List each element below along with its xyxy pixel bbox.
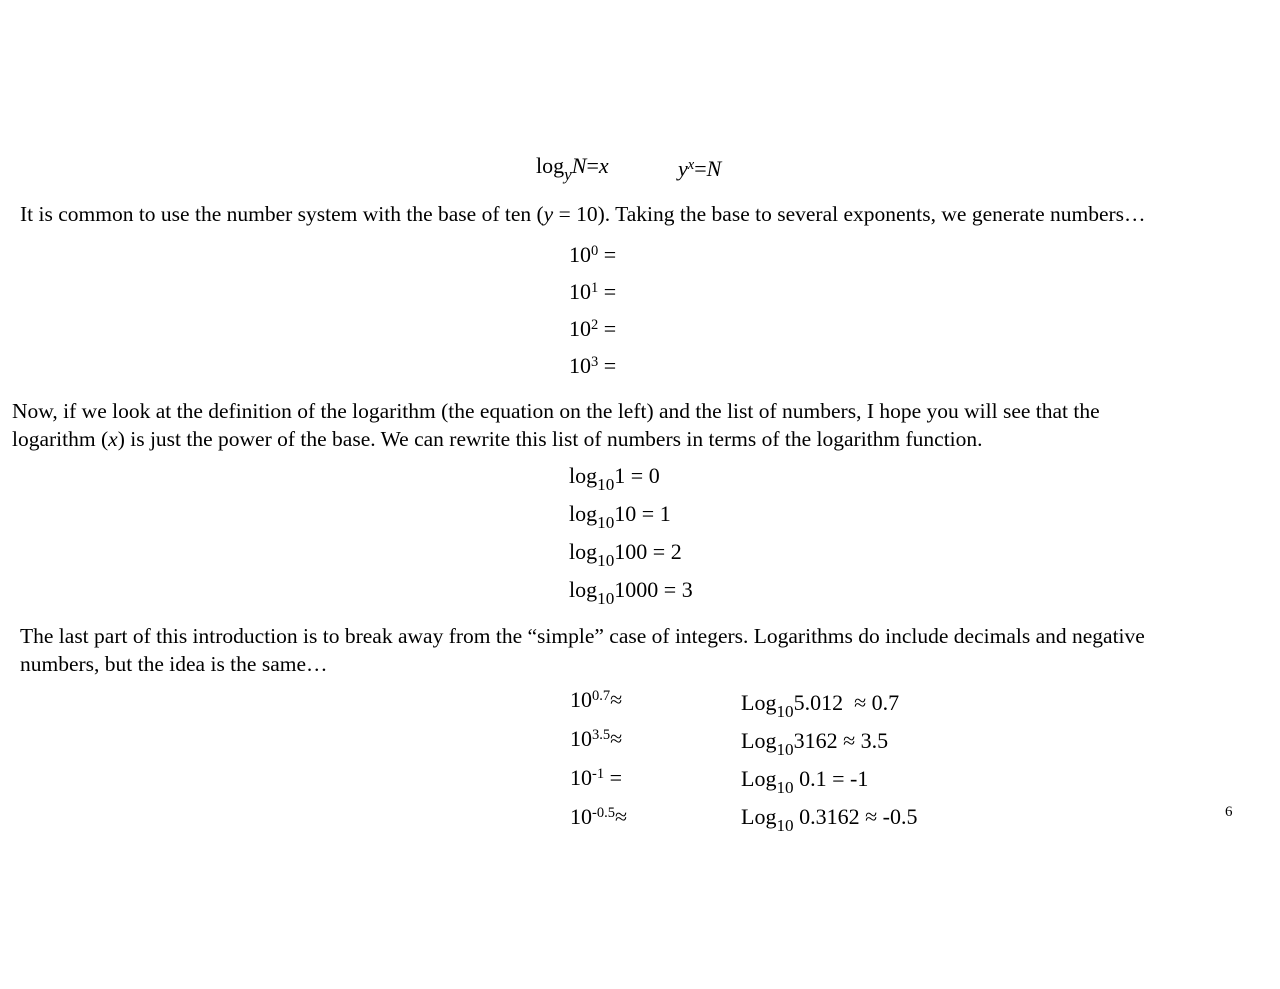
eq2-y: y (678, 156, 688, 181)
log-base: 10 (597, 474, 615, 494)
power-base: 10 (569, 316, 591, 341)
decimal-power-exponent: -1 (592, 765, 605, 782)
para2-line1: Now, if we look at the definition of the logarithm (the equation on the left) and the list of numbers, I hope you will see that the (12, 399, 1100, 423)
log-expression: 1 = 0 (614, 463, 660, 488)
power-exponent: 1 (591, 279, 599, 296)
log-function: log (569, 463, 598, 488)
decimal-power-exponent: 3.5 (592, 726, 611, 743)
power-row (569, 279, 616, 305)
decimal-log-expression: 0.3162 ≈ -0.5 (793, 804, 918, 829)
decimal-power-row (570, 726, 622, 752)
decimal-log-base: 10 (776, 739, 794, 759)
decimal-power-base: 10 (570, 687, 592, 712)
eq2-equals: = (694, 156, 707, 181)
decimal-log-expression: 5.012 ≈ 0.7 (793, 690, 900, 715)
decimal-log-expression: 0.1 = -1 (793, 766, 869, 791)
decimal-log-function: Log (741, 766, 777, 791)
equation-exponential-definition (678, 156, 721, 182)
log-function: log (569, 501, 598, 526)
decimal-log-row (741, 766, 869, 797)
log-row (569, 501, 671, 532)
log-base: 10 (597, 588, 615, 608)
decimal-power-exponent: -0.5 (592, 804, 615, 821)
paragraph-decimals-line1 (20, 622, 1145, 650)
paragraph-base-ten (20, 200, 1146, 228)
eq2-exponent: x (687, 156, 695, 173)
para2-line2-var: x (108, 427, 118, 451)
para2-line2-before: logarithm ( (12, 427, 109, 451)
paragraph-log-explanation-line1 (12, 397, 1100, 425)
eq1-equals: = (586, 153, 599, 178)
decimal-power-row (570, 687, 622, 713)
decimal-log-function: Log (741, 690, 777, 715)
paragraph-log-explanation-line2 (12, 425, 983, 453)
decimal-log-base: 10 (776, 701, 794, 721)
decimal-power-base: 10 (570, 804, 592, 829)
para2-line2-after: ) is just the power of the base. We can rewrite this list of numbers in terms of the logarithm function. (117, 427, 983, 451)
decimal-power-base: 10 (570, 765, 592, 790)
decimal-log-function: Log (741, 804, 777, 829)
decimal-power-base: 10 (570, 726, 592, 751)
eq1-x: x (598, 153, 609, 178)
page-number: 6 (1225, 804, 1233, 820)
log-row (569, 539, 682, 570)
power-row (569, 242, 616, 268)
paragraph-decimals-line2 (20, 650, 328, 678)
decimal-power-row (570, 765, 622, 791)
decimal-power-exponent: 0.7 (592, 687, 611, 704)
para1-before: It is common to use the number system with the base of ten ( (20, 202, 544, 226)
para1-var: y (543, 202, 554, 226)
log-row (569, 463, 660, 494)
eq1-base: y (564, 164, 572, 184)
power-row (569, 353, 616, 379)
log-row (569, 577, 693, 608)
power-operator: = (598, 279, 617, 304)
power-operator: = (598, 316, 617, 341)
power-operator: = (598, 353, 617, 378)
decimal-log-function: Log (741, 728, 777, 753)
eq1-N: N (571, 153, 587, 178)
log-expression: 10 = 1 (614, 501, 671, 526)
log-base: 10 (597, 512, 615, 532)
para3-line1: The last part of this introduction is to break away from the “simple” case of integers. Logarithms do include decimals and negative (20, 624, 1145, 648)
decimal-log-expression: 3162 ≈ 3.5 (793, 728, 889, 753)
decimal-power-operator: ≈ (610, 726, 623, 751)
decimal-log-row (741, 804, 918, 835)
eq1-log: log (536, 153, 565, 178)
log-function: log (569, 539, 598, 564)
decimal-power-operator: = (604, 765, 623, 790)
para1-after: = 10). Taking the base to several exponents, we generate numbers… (553, 202, 1146, 226)
decimal-log-base: 10 (776, 815, 794, 835)
power-row (569, 316, 616, 342)
decimal-power-row (570, 804, 627, 830)
decimal-power-operator: ≈ (610, 687, 623, 712)
log-function: log (569, 577, 598, 602)
power-exponent: 2 (591, 316, 599, 333)
power-base: 10 (569, 353, 591, 378)
decimal-power-operator: ≈ (614, 804, 628, 829)
power-base: 10 (569, 279, 591, 304)
log-base: 10 (597, 550, 615, 570)
eq2-N: N (706, 156, 722, 181)
power-operator: = (598, 242, 617, 267)
decimal-log-base: 10 (776, 777, 794, 797)
power-exponent: 3 (591, 353, 599, 370)
log-expression: 100 = 2 (614, 539, 682, 564)
power-exponent: 0 (591, 242, 599, 259)
equation-log-definition (536, 153, 609, 184)
para3-line2: numbers, but the idea is the same… (20, 652, 328, 676)
decimal-log-row (741, 690, 900, 721)
decimal-log-row (741, 728, 889, 759)
power-base: 10 (569, 242, 591, 267)
log-expression: 1000 = 3 (614, 577, 693, 602)
